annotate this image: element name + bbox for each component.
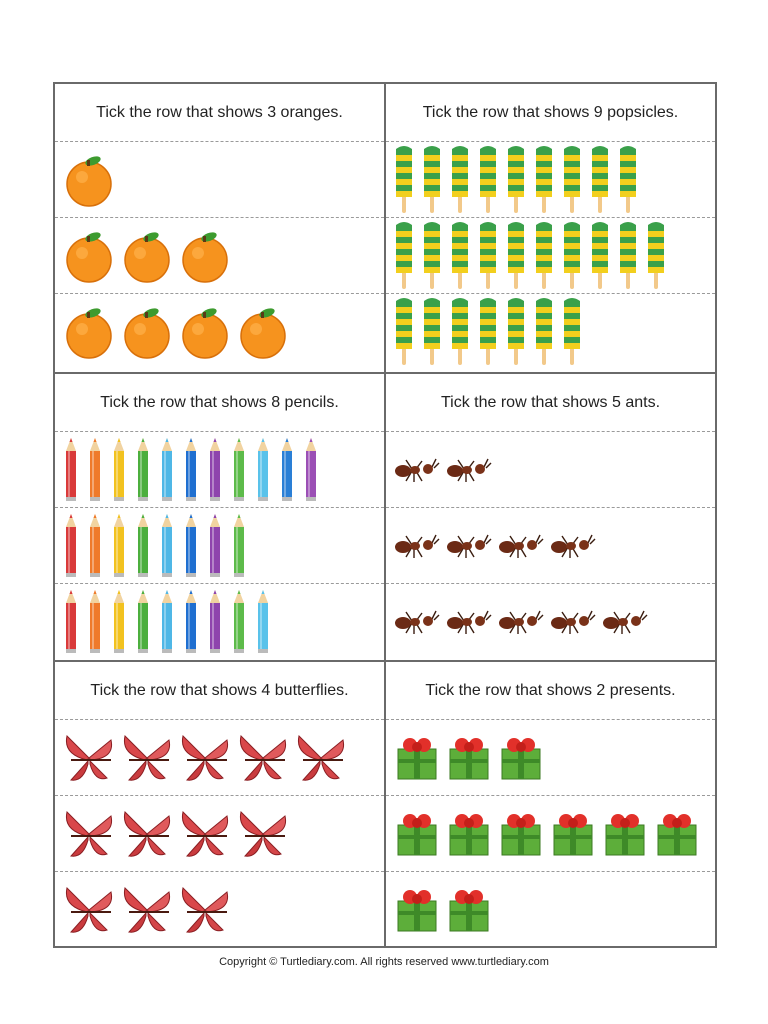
popsicle-icon	[478, 221, 498, 291]
present-icon	[446, 811, 492, 857]
pencil-icon	[135, 513, 151, 579]
answer-row[interactable]	[55, 294, 384, 370]
pencil-icon	[183, 589, 199, 655]
present-icon	[602, 811, 648, 857]
popsicle-icon	[450, 145, 470, 215]
answer-row[interactable]	[386, 584, 715, 660]
popsicle-icon	[450, 221, 470, 291]
popsicle-icon	[618, 145, 638, 215]
ant-icon	[498, 531, 544, 561]
popsicle-icon	[506, 297, 526, 367]
popsicle-icon	[422, 145, 442, 215]
pencil-icon	[63, 513, 79, 579]
answer-row[interactable]	[386, 218, 715, 294]
pencil-icon	[135, 589, 151, 655]
pencil-icon	[63, 437, 79, 503]
popsicle-icon	[534, 221, 554, 291]
pencil-icon	[63, 589, 79, 655]
popsicle-icon	[590, 221, 610, 291]
pencil-icon	[159, 437, 175, 503]
copyright-footer: Copyright © Turtlediary.com. All rights reserved www.turtlediary.com	[219, 956, 549, 968]
popsicle-icon	[562, 297, 582, 367]
answer-row[interactable]	[386, 432, 715, 508]
pencil-icon	[207, 589, 223, 655]
answer-row[interactable]	[55, 584, 384, 660]
butterfly-icon	[237, 730, 289, 786]
answer-row[interactable]	[386, 872, 715, 948]
popsicle-icon	[618, 221, 638, 291]
orange-icon	[179, 228, 231, 284]
answer-row[interactable]	[386, 720, 715, 796]
orange-icon	[121, 228, 173, 284]
popsicle-icon	[422, 221, 442, 291]
popsicle-icon	[422, 297, 442, 367]
popsicle-icon	[506, 145, 526, 215]
answer-row[interactable]	[55, 872, 384, 948]
ant-icon	[550, 607, 596, 637]
present-icon	[394, 887, 440, 933]
prompt-oranges: Tick the row that shows 3 oranges.	[55, 84, 384, 142]
answer-row[interactable]	[55, 508, 384, 584]
orange-icon	[237, 304, 289, 360]
answer-row[interactable]	[386, 508, 715, 584]
ant-icon	[394, 531, 440, 561]
prompt-butterflies: Tick the row that shows 4 butterflies.	[55, 662, 384, 720]
answer-row[interactable]	[386, 294, 715, 370]
pencil-icon	[231, 589, 247, 655]
ant-icon	[550, 531, 596, 561]
butterfly-icon	[295, 730, 347, 786]
pencil-icon	[111, 589, 127, 655]
pencil-icon	[207, 513, 223, 579]
worksheet	[53, 82, 717, 948]
ant-icon	[446, 455, 492, 485]
pencil-icon	[255, 437, 271, 503]
pencil-icon	[111, 513, 127, 579]
butterfly-icon	[121, 882, 173, 938]
prompt-presents: Tick the row that shows 2 presents.	[386, 662, 715, 720]
present-icon	[498, 811, 544, 857]
present-icon	[394, 811, 440, 857]
pencil-icon	[87, 513, 103, 579]
orange-icon	[63, 304, 115, 360]
answer-row[interactable]	[55, 432, 384, 508]
pencil-icon	[255, 589, 271, 655]
pencil-icon	[279, 437, 295, 503]
pencil-icon	[303, 437, 319, 503]
pencil-icon	[207, 437, 223, 503]
butterfly-icon	[63, 806, 115, 862]
pencil-icon	[159, 589, 175, 655]
popsicle-icon	[450, 297, 470, 367]
butterfly-icon	[179, 882, 231, 938]
pencil-icon	[87, 589, 103, 655]
answer-row[interactable]	[386, 796, 715, 872]
present-icon	[498, 735, 544, 781]
pencil-icon	[87, 437, 103, 503]
pencil-icon	[159, 513, 175, 579]
butterfly-icon	[63, 882, 115, 938]
present-icon	[654, 811, 700, 857]
orange-icon	[63, 228, 115, 284]
orange-icon	[63, 152, 115, 208]
butterfly-icon	[237, 806, 289, 862]
pencil-icon	[183, 437, 199, 503]
panel-pencils	[55, 372, 386, 660]
answer-row[interactable]	[55, 720, 384, 796]
panel-butterflies	[55, 660, 386, 946]
ant-icon	[394, 455, 440, 485]
answer-row[interactable]	[386, 142, 715, 218]
panel-oranges	[55, 84, 386, 372]
pencil-icon	[231, 437, 247, 503]
ant-icon	[394, 607, 440, 637]
popsicle-icon	[534, 297, 554, 367]
popsicle-icon	[506, 221, 526, 291]
ant-icon	[446, 531, 492, 561]
butterfly-icon	[63, 730, 115, 786]
answer-row[interactable]	[55, 142, 384, 218]
ant-icon	[446, 607, 492, 637]
popsicle-icon	[646, 221, 666, 291]
panel-presents	[386, 660, 715, 946]
prompt-popsicles: Tick the row that shows 9 popsicles.	[386, 84, 715, 142]
butterfly-icon	[121, 730, 173, 786]
pencil-icon	[111, 437, 127, 503]
present-icon	[550, 811, 596, 857]
answer-row[interactable]	[55, 218, 384, 294]
popsicle-icon	[394, 145, 414, 215]
answer-row[interactable]	[55, 796, 384, 872]
butterfly-icon	[179, 806, 231, 862]
panel-popsicles	[386, 84, 715, 372]
popsicle-icon	[590, 145, 610, 215]
popsicle-icon	[562, 145, 582, 215]
popsicle-icon	[562, 221, 582, 291]
popsicle-icon	[394, 297, 414, 367]
panel-ants	[386, 372, 715, 660]
butterfly-icon	[121, 806, 173, 862]
present-icon	[446, 887, 492, 933]
popsicle-icon	[478, 145, 498, 215]
pencil-icon	[231, 513, 247, 579]
orange-icon	[179, 304, 231, 360]
orange-icon	[121, 304, 173, 360]
butterfly-icon	[179, 730, 231, 786]
pencil-icon	[135, 437, 151, 503]
popsicle-icon	[394, 221, 414, 291]
ant-icon	[602, 607, 648, 637]
popsicle-icon	[534, 145, 554, 215]
present-icon	[446, 735, 492, 781]
ant-icon	[498, 607, 544, 637]
popsicle-icon	[478, 297, 498, 367]
present-icon	[394, 735, 440, 781]
prompt-pencils: Tick the row that shows 8 pencils.	[55, 374, 384, 432]
prompt-ants: Tick the row that shows 5 ants.	[386, 374, 715, 432]
pencil-icon	[183, 513, 199, 579]
